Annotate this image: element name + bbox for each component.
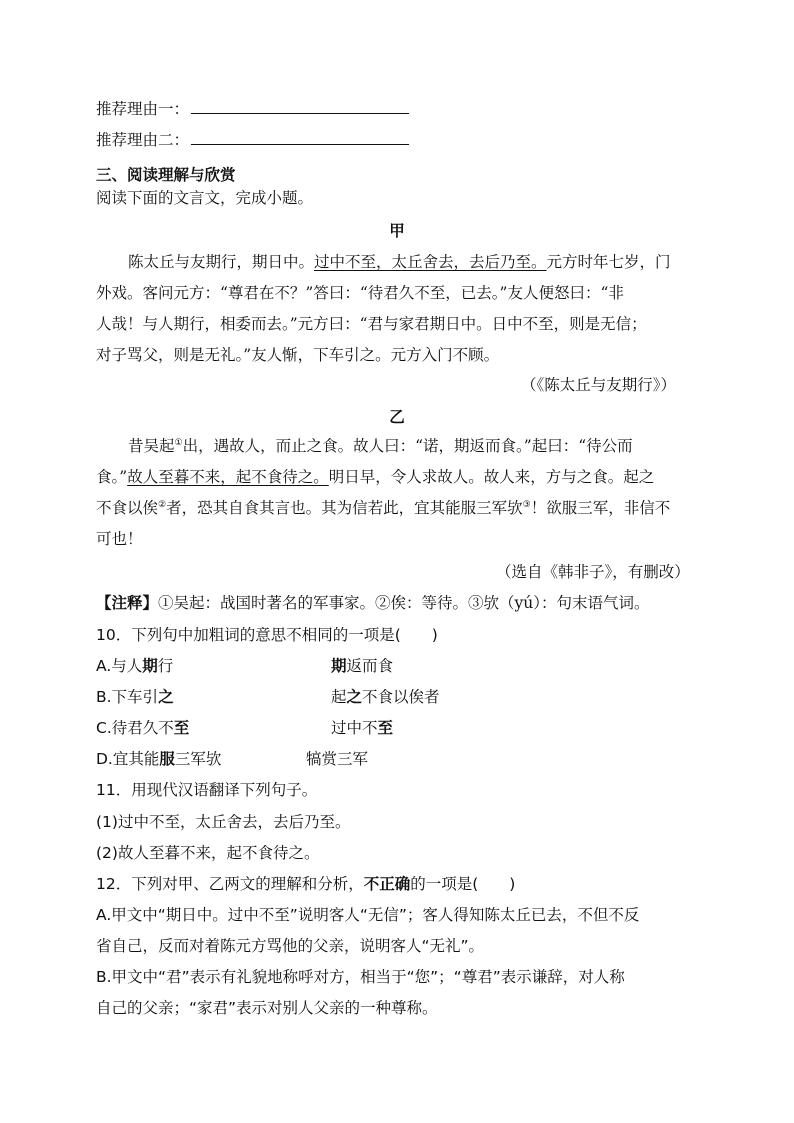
reason-1-blank[interactable] xyxy=(191,99,409,114)
question-12-stem-bold: 不正确 xyxy=(363,875,411,893)
question-12-stem xyxy=(96,872,515,894)
option-b-compare-end: 不食以俟者 xyxy=(362,688,440,706)
yi-line-1-b: 出，遇故人，而止之食。故人曰：“诺，期返而食。”起曰：“待公而 xyxy=(182,437,633,455)
question-12-option-a-line-2: 省自己，反而对着陈元方骂他的父亲，说明客人“无礼”。 xyxy=(96,937,485,955)
option-d-text-end: 三军欤 xyxy=(174,750,222,768)
jia-line-1-a: 陈太丘与友期行，期日中。 xyxy=(128,253,315,271)
option-b-compare-bold: 之 xyxy=(346,688,363,706)
yi-line-3-a: 不食以俟 xyxy=(96,499,159,517)
option-a-compare-end: 返而食 xyxy=(346,657,394,675)
question-10-stem: 10．下列句中加粗词的意思不相同的一项是( ) xyxy=(96,626,438,644)
note-marker-1: ① xyxy=(174,437,183,448)
annotation xyxy=(96,591,650,613)
yi-line-3-c: ！欲服三军，非信不 xyxy=(530,499,671,517)
reason-2-line xyxy=(96,128,409,150)
question-10-option-a[interactable] xyxy=(96,654,696,676)
reason-2-blank[interactable] xyxy=(191,130,409,145)
yi-line-4: 可也！ xyxy=(96,530,143,548)
question-11-sentence-1: (1)过中不至，太丘舍去，去后乃至。 xyxy=(96,813,351,831)
note-marker-3: ③ xyxy=(522,499,531,510)
yi-line-2-b: 明日早，令人求故人。故人来，方与之食。起之 xyxy=(328,468,655,486)
jia-line-4: 对子骂父，则是无礼。”友人惭，下车引之。元方入门不顾。 xyxy=(96,346,500,364)
yi-source: （选自《韩非子》，有删改） xyxy=(496,563,690,581)
option-d-compare-text: 犒赏三军 xyxy=(306,750,369,768)
question-10-option-c[interactable] xyxy=(96,716,696,738)
option-c-text: C.待君久不 xyxy=(96,719,174,737)
option-b-bold: 之 xyxy=(158,688,174,706)
option-b-compare-text: 起 xyxy=(331,688,347,706)
jia-underlined-sentence: 过中不至，太丘舍去，去后乃至。 xyxy=(314,253,547,271)
section-title: 三、阅读理解与欣赏 xyxy=(96,166,236,184)
jia-source: （《陈太丘与友期行》） xyxy=(521,376,677,394)
question-12-option-a-line-1[interactable]: A.甲文中“期日中。过中不至”说明客人“无信”；客人得知陈太丘已去，不但不反 xyxy=(96,906,640,924)
option-c-compare-bold: 至 xyxy=(377,719,394,737)
yi-line-1 xyxy=(128,434,633,456)
section-instruction: 阅读下面的文言文，完成小题。 xyxy=(96,189,314,207)
question-12-option-b-line-1[interactable]: B.甲文中“君”表示有礼貌地称呼对方，相当于“您”；“尊君”表示谦辞，对人称 xyxy=(96,968,625,986)
jia-heading: 甲 xyxy=(389,221,405,240)
annotation-label: 【注释】 xyxy=(96,593,159,612)
question-10-option-b[interactable] xyxy=(96,685,696,707)
option-a-compare-bold: 期 xyxy=(331,657,347,675)
reason-1-label: 推荐理由一： xyxy=(96,100,190,118)
option-b-text: B.下车引 xyxy=(96,688,159,706)
option-d-text: D.宜其能 xyxy=(96,750,160,768)
question-12-stem-b: 的一项是( ) xyxy=(410,875,516,893)
jia-line-3: 人哉！与人期行，相委而去。”元方曰：“君与家君期日中。日中不至，则是无信； xyxy=(96,315,647,333)
reason-2-label: 推荐理由二： xyxy=(96,131,190,149)
yi-line-1-a: 昔吴起 xyxy=(128,437,175,455)
option-a-bold: 期 xyxy=(142,657,158,675)
yi-line-3-b: 者，恐其自食其言也。其为信若此，宜其能服三军欤 xyxy=(166,499,523,517)
yi-line-3 xyxy=(96,496,670,518)
jia-line-1-b: 元方时年七岁，门 xyxy=(546,253,671,271)
yi-heading: 乙 xyxy=(389,407,405,426)
option-c-bold: 至 xyxy=(173,719,190,737)
jia-line-1 xyxy=(128,250,671,272)
reason-1-line xyxy=(96,97,409,119)
jia-line-2: 外戏。客问元方：“尊君在不？”答曰：“待君久不至，已去。”友人便怒曰：“非 xyxy=(96,284,624,302)
option-c-compare-text: 过中不 xyxy=(331,719,378,737)
question-10-option-d[interactable] xyxy=(96,747,696,769)
option-d-bold: 服 xyxy=(159,750,175,768)
yi-underlined-sentence: 故人至暮不来，起不食待之。 xyxy=(127,468,329,486)
annotation-text: ①吴起：战国时著名的军事家。②俟：等待。③欤（yú）：句末语气词。 xyxy=(158,594,650,612)
yi-line-2 xyxy=(96,465,654,487)
yi-line-2-a: 食。” xyxy=(96,468,128,486)
option-a-text: A.与人 xyxy=(96,657,143,675)
note-marker-2: ② xyxy=(158,499,167,510)
question-11-sentence-2: (2)故人至暮不来，起不食待之。 xyxy=(96,844,320,862)
question-12-stem-a: 12．下列对甲、乙两文的理解和分析， xyxy=(96,875,364,893)
option-a-text-end: 行 xyxy=(157,657,174,675)
question-12-option-b-line-2: 自己的父亲；“家君”表示对别人父亲的一种尊称。 xyxy=(96,999,438,1017)
question-11-stem: 11．用现代汉语翻译下列句子。 xyxy=(96,781,318,799)
